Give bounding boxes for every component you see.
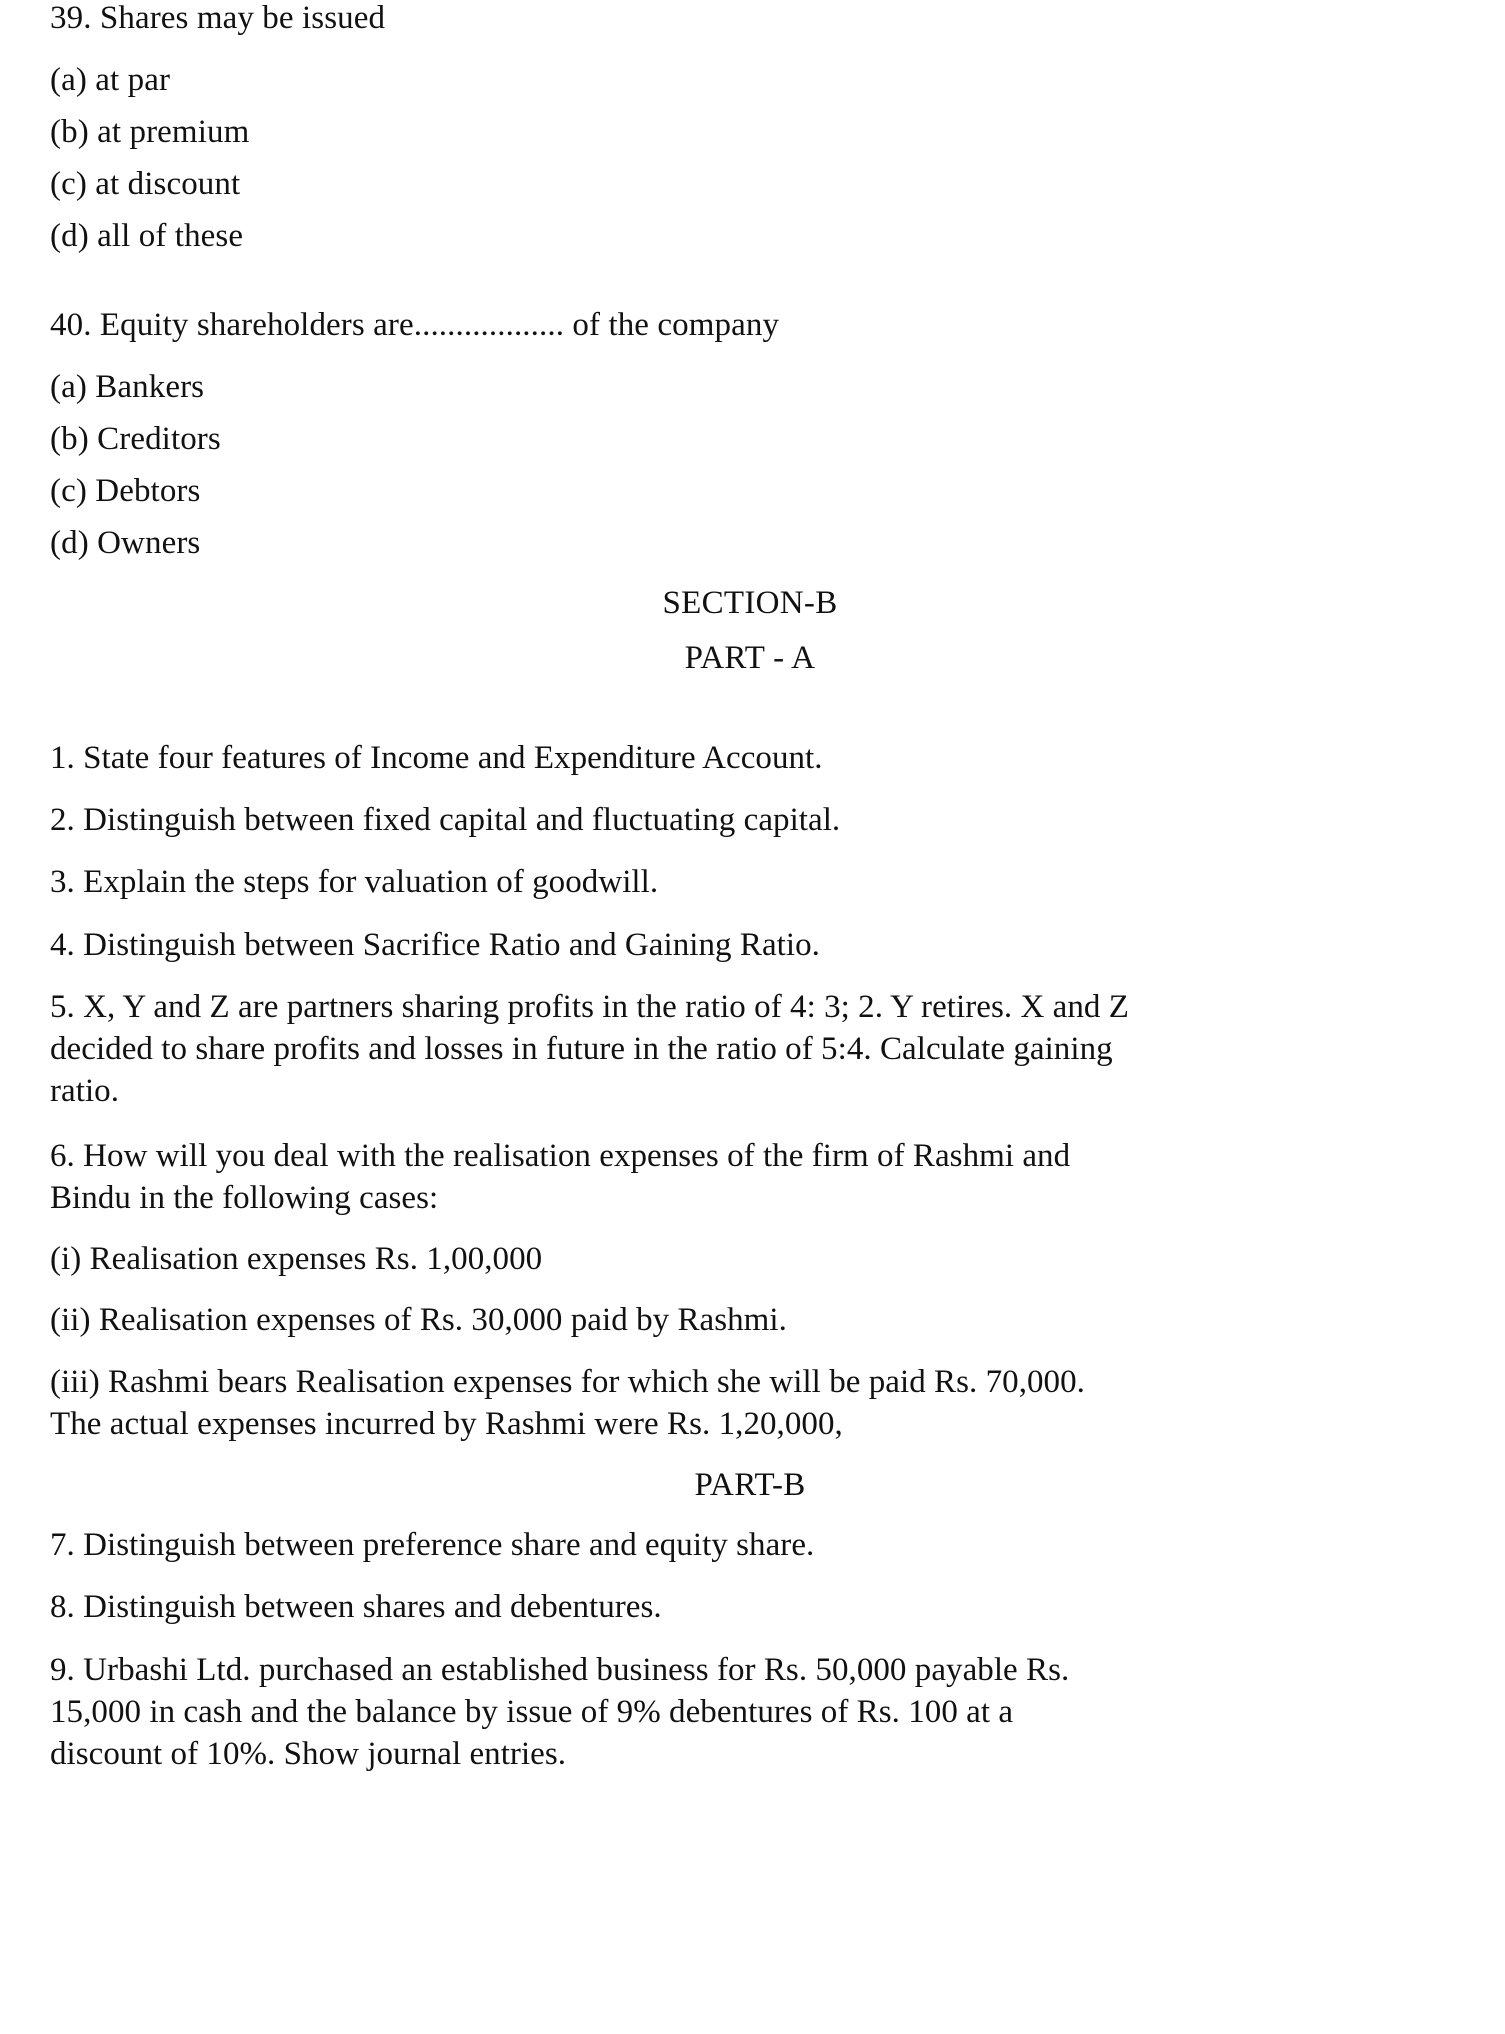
- mcq-option: (b) at premium: [50, 114, 250, 150]
- part-a-sub-item: (i) Realisation expenses Rs. 1,00,000: [50, 1241, 543, 1278]
- spacer: [50, 508, 1450, 527]
- part-a-question: 6. How will you deal with the realisation expenses of the firm of Rashmi and Bindu in the following cases:: [50, 1137, 1071, 1216]
- mcq-question-stem: 39. Shares may be issued: [50, 0, 386, 36]
- spacer: [50, 841, 1450, 861]
- spacer: [50, 560, 1450, 587]
- spacer: [50, 966, 1450, 986]
- mcq-question-stem: 40. Equity shareholders are.................. of the company: [50, 307, 780, 343]
- mcq-option: (a) at par: [50, 62, 171, 98]
- spacer: [50, 904, 1450, 924]
- part-b-question: 9. Urbashi Ltd. purchased an established business for Rs. 50,000 payable Rs. 15,000 in cash and the balance by issue of 9% debentures of Rs. 100 at a discount of 10%. Show journal entries.: [50, 1651, 1070, 1772]
- spacer: [50, 253, 1450, 309]
- spacer: [50, 1502, 1450, 1524]
- spacer: [50, 1566, 1450, 1586]
- part-a-question: 2. Distinguish between fixed capital and fluctuating capital.: [50, 802, 841, 839]
- mcq-option: (a) Bankers: [50, 369, 205, 405]
- spacer: [50, 149, 1450, 168]
- spacer: [50, 342, 1450, 371]
- section-b-heading: SECTION-B: [662, 585, 838, 621]
- mcq-option: (d) Owners: [50, 525, 201, 561]
- spacer: [50, 97, 1450, 116]
- part-a-question: 3. Explain the steps for valuation of goodwill.: [50, 864, 659, 901]
- spacer: [50, 404, 1450, 423]
- spacer: [50, 1629, 1450, 1649]
- spacer: [50, 35, 1450, 64]
- spacer: [50, 620, 1450, 642]
- mcq-option: (d) all of these: [50, 218, 244, 254]
- part-a-question: 4. Distinguish between Sacrifice Ratio and Gaining Ratio.: [50, 926, 820, 963]
- mcq-option: (c) at discount: [50, 166, 241, 202]
- spacer: [50, 675, 1450, 737]
- spacer: [50, 456, 1450, 475]
- part-b-question: 8. Distinguish between shares and debentures.: [50, 1589, 662, 1626]
- mcq-option: (c) Debtors: [50, 473, 201, 509]
- spacer: [50, 1280, 1450, 1299]
- mcq-option: (b) Creditors: [50, 421, 221, 457]
- part-b-question: 7. Distinguish between preference share and equity share.: [50, 1527, 815, 1564]
- part-a-question: 5. X, Y and Z are partners sharing profits in the ratio of 4: 3; 2. Y retires. X and Z decided to share profits and losses in future in the ratio of 5:4. Calculate gaining ratio.: [50, 988, 1129, 1110]
- spacer: [50, 1113, 1450, 1135]
- part-a-question: 1. State four features of Income and Expenditure Account.: [50, 740, 823, 776]
- part-b-heading: PART-B: [694, 1467, 806, 1504]
- spacer: [50, 779, 1450, 799]
- spacer: [50, 1219, 1450, 1238]
- spacer: [50, 1342, 1450, 1361]
- part-a-sub-item: (ii) Realisation expenses of Rs. 30,000 paid by Rashmi.: [50, 1302, 787, 1339]
- spacer: [50, 1445, 1450, 1469]
- part-a-heading: PART - A: [684, 640, 816, 676]
- part-a-sub-item: (iii) Rashmi bears Realisation expenses for which she will be paid Rs. 70,000. The actual expenses incurred by Rashmi were Rs. 1,20,000,: [50, 1363, 1085, 1442]
- spacer: [50, 201, 1450, 220]
